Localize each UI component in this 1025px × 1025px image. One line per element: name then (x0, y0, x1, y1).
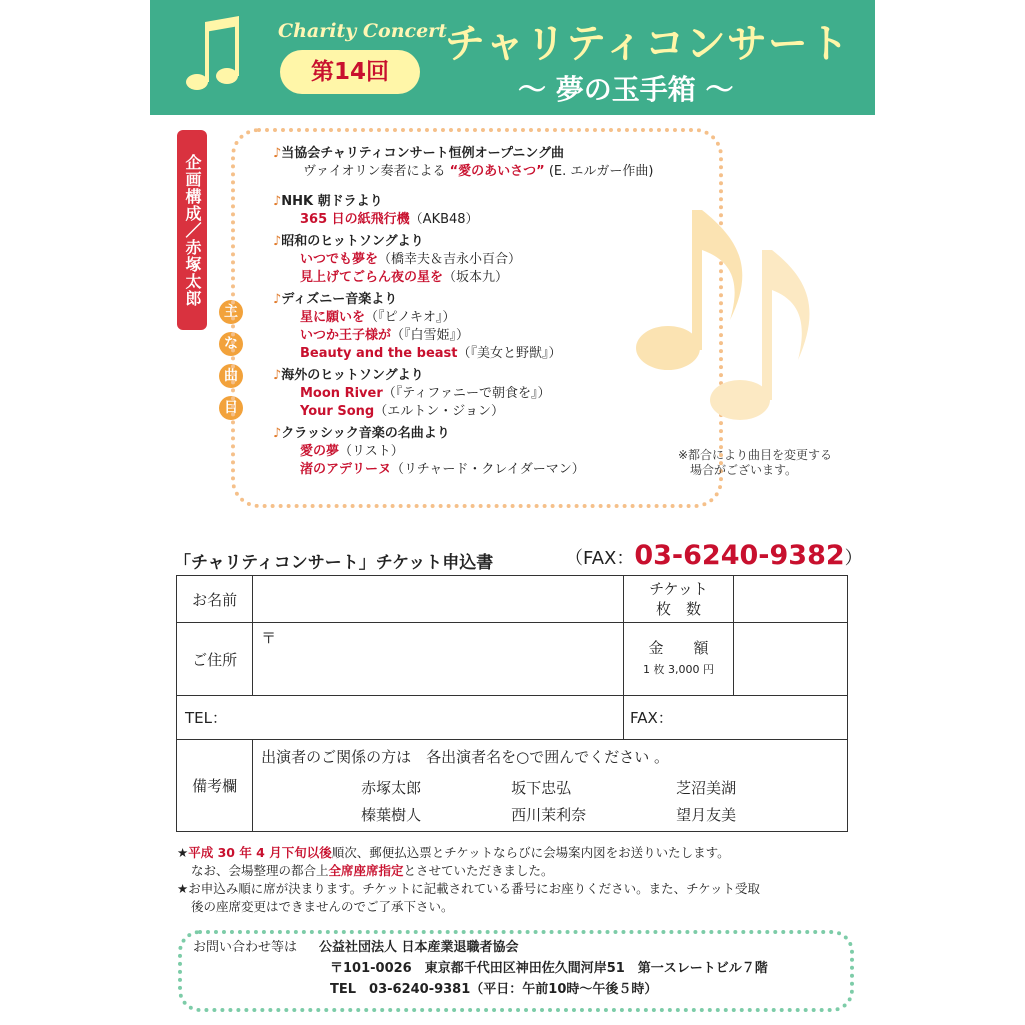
performer-name[interactable]: 西川茉利奈 (511, 806, 587, 824)
category-heading: ♪当協会チャリティコンサート恒例オープニング曲 (273, 146, 565, 161)
label-char: な (219, 332, 243, 356)
performer-name[interactable]: 芝沼美湖 (676, 779, 737, 797)
contact-label: お問い合わせ等は (193, 940, 298, 955)
amount-label: 金 額 1 枚 3,000 円 (624, 623, 734, 696)
title-english: Charity Concert (278, 20, 447, 42)
notice-rules (177, 844, 857, 916)
page-title: チャリティコンサート (445, 21, 850, 67)
contact-info (193, 937, 768, 1000)
category-heading: ♪NHK 朝ドラより (273, 194, 383, 209)
performer-name[interactable]: 坂下忠弘 (511, 779, 572, 797)
tel-field[interactable] (177, 696, 624, 740)
list-item: 365 日の紙飛行機（AKB48） (300, 212, 479, 227)
performer-name[interactable]: 赤塚太郎 (361, 779, 422, 797)
category-heading: ♪クラッシック音楽の名曲より (273, 426, 450, 441)
performer-name[interactable]: 榛葉樹人 (361, 806, 422, 824)
remarks-instruction: 出演者のご関係の方は 各出演者名を○で囲んでください 。 (261, 748, 670, 766)
fax-number: 03-6240-9382 (634, 540, 845, 571)
list-item: Your Song（エルトン・ジョン） (300, 404, 504, 419)
name-field[interactable] (253, 576, 624, 623)
program-change-note: ※都合により曲目を変更する 場合がございます。 (678, 448, 833, 477)
ticket-count-label: チケット 枚 数 (624, 576, 734, 623)
rule-line: なお、会場整理の都合上全席座席指定とさせていただきました。 (191, 863, 554, 878)
music-note-icon (183, 8, 243, 103)
label-char: 主 (219, 300, 243, 324)
contact-org: 公益社団法人 日本産業退職者協会 (319, 940, 519, 955)
list-item: Moon River（『ティファニーで朝食を』） (300, 386, 551, 401)
program-list (273, 145, 653, 479)
ticket-count-field[interactable] (734, 576, 848, 623)
name-label: お名前 (177, 576, 253, 623)
category-heading: ♪ディズニー音楽より (273, 292, 398, 307)
address-field[interactable] (253, 623, 624, 696)
address-label: ご住所 (177, 623, 253, 696)
rule-line: 後の座席変更はできませんのでご了承下さい。 (191, 899, 454, 914)
list-item: いつでも夢を（橋幸夫＆吉永小百合） (300, 252, 522, 267)
postal-mark: 〒 (261, 629, 277, 647)
list-item: いつか王子様が（『白雪姫』） (300, 328, 470, 343)
tel-label: TEL： (185, 709, 227, 727)
list-item: 星に願いを（『ピノキオ』） (300, 310, 456, 325)
fax-field[interactable] (624, 696, 848, 740)
contact-tel: TEL 03-6240-9381（平日：午前10時〜午後５時） (330, 982, 658, 997)
label-char: 曲 (219, 364, 243, 388)
rule-line: ★平成 30 年 4 月下旬以後順次、郵便払込票とチケットならびに会場案内図をお送りいたします。 (177, 845, 730, 860)
list-item: 見上げてごらん夜の星を（坂本九） (300, 270, 509, 285)
rule-line: ★お申込み順に席が決まります。チケットに記載されている番号にお座りください。また、チケット受取 (177, 881, 760, 896)
list-item: 愛の夢（リスト） (300, 444, 404, 459)
application-form (176, 575, 848, 832)
list-item: 渚のアデリーヌ（リチャード・クレイダーマン） (300, 462, 585, 477)
list-item: Beauty and the beast（『美女と野獣』） (300, 346, 562, 361)
edition-badge: 第14回 (280, 50, 420, 94)
fax-label: FAX： (630, 709, 673, 727)
remarks-label: 備考欄 (177, 740, 253, 832)
form-fax-line: （FAX：03-6240-9382） (565, 540, 863, 571)
label-char: 目 (219, 396, 243, 420)
contact-address: 〒101-0026 東京都千代田区神田佐久間河岸51 第一スレートビル７階 (330, 961, 768, 976)
producer-tag: 企画構成／赤塚太郎 (177, 130, 207, 330)
category-heading: ♪海外のヒットソングより (273, 368, 424, 383)
amount-field[interactable] (734, 623, 848, 696)
music-note-icon (630, 180, 830, 430)
category-heading: ♪昭和のヒットソングより (273, 234, 424, 249)
performer-name[interactable]: 望月友美 (676, 806, 737, 824)
form-title: 「チャリティコンサート」チケット申込書 (174, 553, 494, 573)
remarks-field[interactable] (253, 740, 848, 832)
list-item: ヴァイオリン奏者による “愛のあいさつ” (E. エルガー作曲) (303, 164, 654, 179)
page-subtitle: 〜 夢の玉手箱 〜 (518, 73, 734, 106)
